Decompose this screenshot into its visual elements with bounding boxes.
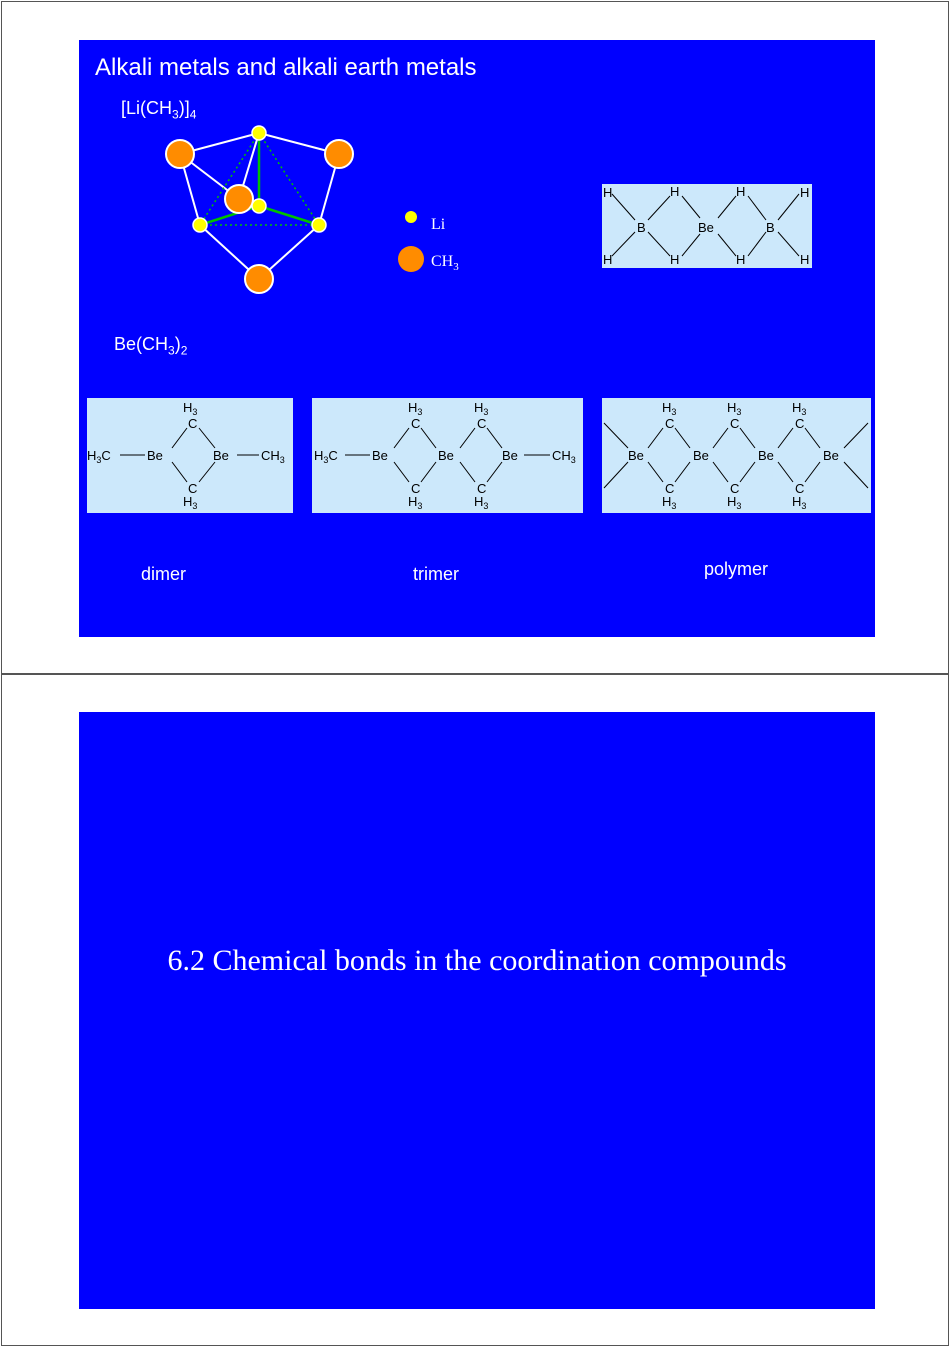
svg-text:H: H: [670, 252, 680, 267]
svg-text:C: C: [477, 481, 487, 496]
svg-text:C: C: [411, 416, 421, 431]
beryllium-atom: Be: [502, 448, 518, 463]
legend: [397, 206, 497, 276]
li-legend-dot: [405, 211, 417, 223]
ch3-sphere: [166, 140, 194, 168]
ch3-sphere: [225, 185, 253, 213]
svg-text:H3: $H_3$: [408, 400, 423, 417]
borane-structure: [602, 184, 812, 268]
boron-atom: B: [637, 220, 646, 235]
ch3-legend-label: $CH_3$: [431, 253, 459, 273]
svg-text:H3: $H_3$: [727, 400, 742, 417]
slide-title: Alkali metals and alkali earth metals: [95, 54, 477, 81]
li-sphere: [193, 218, 207, 232]
beryllium-atom: Be: [823, 448, 839, 463]
h3c-group: $H_3C$: [314, 448, 338, 465]
svg-text:H: H: [603, 185, 613, 200]
page-1: [1, 1, 949, 674]
svg-text:H3: $H_3$: [662, 494, 677, 511]
li-sphere: [252, 199, 266, 213]
beryllium-atom: Be: [693, 448, 709, 463]
svg-text:H: H: [736, 184, 746, 199]
svg-text:H3: $H_3$: [727, 494, 742, 511]
li-ch3-tetramer-formula: $[Li(CH_3)]_4$: [121, 98, 197, 122]
li-ch3-cluster-diagram: [159, 122, 359, 302]
svg-text:C: C: [411, 481, 421, 496]
borane-structure-box: [602, 184, 812, 268]
li-legend-label: Li: [431, 216, 446, 233]
boron-atom: B: [766, 220, 775, 235]
svg-text:C: C: [665, 416, 675, 431]
svg-text:C: C: [795, 481, 805, 496]
beryllium-atom: Be: [372, 448, 388, 463]
svg-text:H3: $H_3$: [662, 400, 677, 417]
slide-alkali-metals: [79, 40, 875, 637]
beryllium-atom: Be: [698, 220, 714, 235]
slide-chemical-bonds: [79, 712, 875, 1309]
svg-text:C: C: [795, 416, 805, 431]
svg-text:H: H: [603, 252, 613, 267]
svg-text:H: H: [800, 252, 810, 267]
svg-text:H3: $H_3$: [792, 494, 807, 511]
beryllium-atom: Be: [147, 448, 163, 463]
li-sphere: [252, 126, 266, 140]
beryllium-atom: Be: [758, 448, 774, 463]
ch3-sphere: [325, 140, 353, 168]
polymer-structure-box: [602, 398, 871, 513]
bridging-methyl: $H_3$: [183, 400, 198, 417]
caption-trimer: trimer: [413, 564, 459, 584]
bridging-methyl: $H_3$: [183, 494, 198, 511]
svg-text:C: C: [188, 481, 198, 496]
svg-text:H3: $H_3$: [474, 494, 489, 511]
svg-text:H3: $H_3$: [408, 494, 423, 511]
trimer-structure-box: [312, 398, 583, 513]
dimer-structure: [87, 398, 293, 513]
ch3-legend-dot: [398, 246, 424, 272]
beryllium-atom: Be: [213, 448, 229, 463]
be-ch3-2-formula: $Be(CH_3)_2$: [114, 334, 188, 358]
slide-title: 6.2 Chemical bonds in the coordination compounds: [167, 944, 787, 977]
li-sphere: [312, 218, 326, 232]
beryllium-atom: Be: [438, 448, 454, 463]
svg-text:H: H: [736, 252, 746, 267]
beryllium-atom: Be: [628, 448, 644, 463]
dimer-structure-box: [87, 398, 293, 513]
trimer-structure: [312, 398, 583, 513]
ch3-sphere: [245, 265, 273, 293]
svg-text:C: C: [730, 416, 740, 431]
svg-text:H: H: [670, 184, 680, 199]
page-2: [1, 674, 949, 1346]
svg-text:C: C: [477, 416, 487, 431]
svg-text:H: H: [800, 185, 810, 200]
caption-polymer: polymer: [704, 559, 769, 579]
ch3-group: $CH_3$: [552, 448, 576, 465]
polymer-structure: [602, 398, 871, 513]
svg-text:C: C: [665, 481, 675, 496]
svg-text:H3: $H_3$: [474, 400, 489, 417]
svg-text:H3: $H_3$: [792, 400, 807, 417]
ch3-group: $CH_3$: [261, 448, 285, 465]
h3c-group: $H_3C$: [87, 448, 111, 465]
svg-text:C: C: [188, 416, 198, 431]
caption-dimer: dimer: [141, 564, 187, 584]
svg-text:C: C: [730, 481, 740, 496]
